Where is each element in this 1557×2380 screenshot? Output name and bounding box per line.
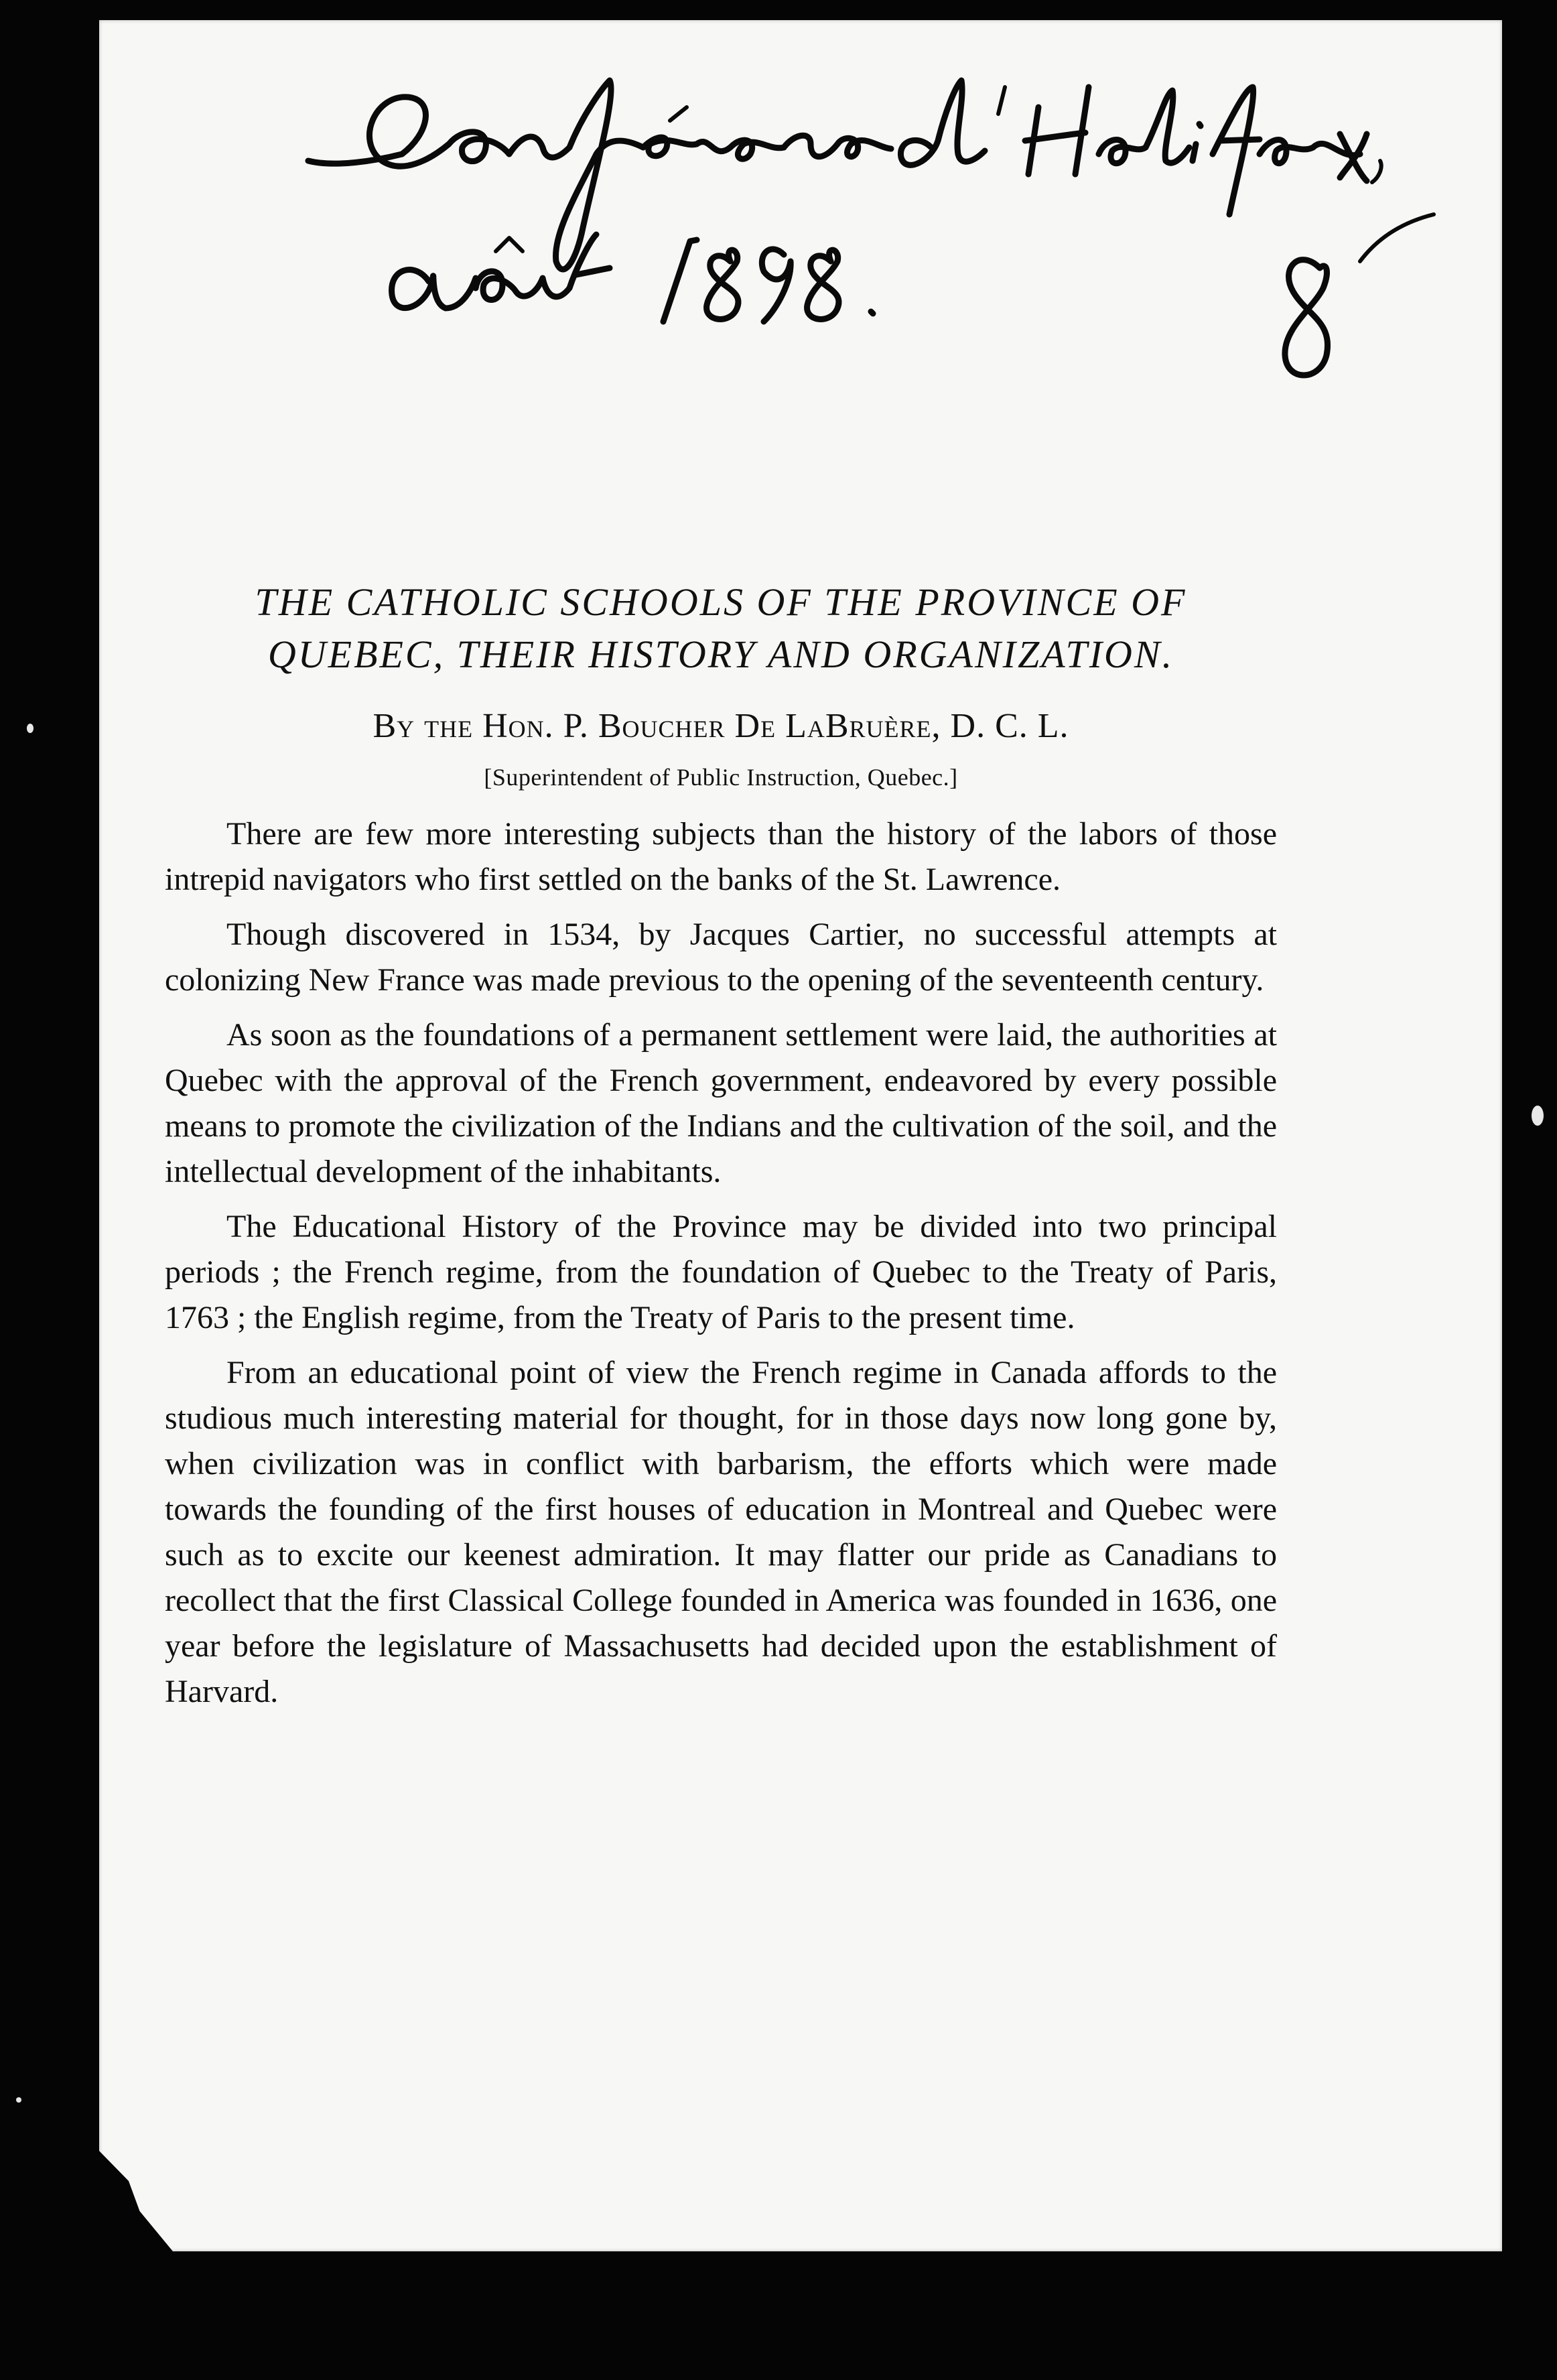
paragraph: There are few more interesting subjects than the history of the labors of those intrepid navigators who first settled on the banks of the St. Lawrence. [165,816,1277,897]
paragraph: Though discovered in 1534, by Jacques Cartier, no successful attempts at colonizing New France was made previous to the opening of the seventeenth century. [165,917,1277,998]
scan-speck [16,2097,21,2103]
paragraph: From an educational point of view the French regime in Canada affords to the studious much interesting material for thought, for in those days now long gone by, when civilization was in conflict with barbarism, the efforts which were made towards the founding of the first houses of education in Montreal and Quebec were such as to excite our keenest admiration. It may flatter our pride as Canadians to recollect that the first Classical College founded in America was founded in 1636, one year before the legislature of Massachusetts had decided upon the establishment of Harvard. [165,1355,1277,1709]
scan-speck [27,724,33,733]
handwriting-drawing [295,60,1447,436]
handwritten-annotation [295,60,1447,436]
article [165,576,1277,1724]
author-affiliation: [Superintendent of Public Instruction, Quebec.] [484,764,958,791]
author-byline: By the Hon. P. Boucher De LaBruère, D. C. L. [373,707,1069,745]
scan-speck [1532,1106,1544,1126]
article-title: THE CATHOLIC SCHOOLS OF THE PROVINCE OF QUEBEC, THEIR HISTORY AND ORGANIZATION. [255,580,1187,676]
paragraph: As soon as the foundations of a permanent settlement were laid, the authorities at Quebec with the approval of the French government, endeavored by every possible means to promote the civilization of the Indians and the cultivation of the soil, and the intellectual development of the inhabitants. [165,1017,1277,1189]
article-body [165,811,1277,1715]
paragraph: The Educational History of the Province may be divided into two principal periods ; the French regime, from the foundation of Quebec to the Treaty of Paris, 1763 ; the English regime, from the Treaty of Paris to the present time. [165,1209,1277,1335]
